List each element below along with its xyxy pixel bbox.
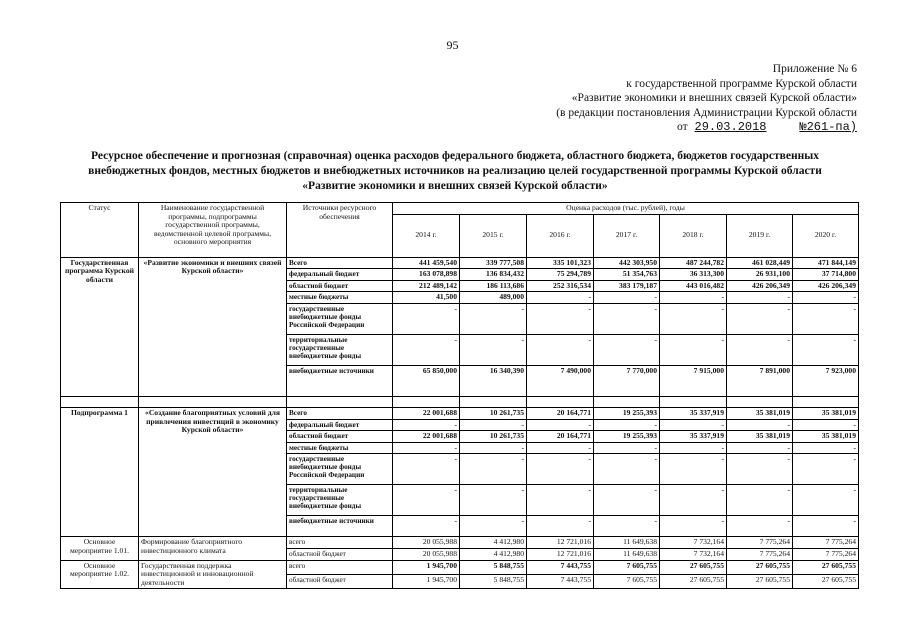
value-cell: 37 714,800 xyxy=(793,269,859,281)
value-cell: 5 848,755 xyxy=(460,560,527,574)
value-cell: 4 412,980 xyxy=(460,548,527,560)
source-cell: областной бюджет xyxy=(287,574,393,588)
value-cell: - xyxy=(527,485,594,516)
value-cell: 383 179,187 xyxy=(594,280,660,292)
value-cell: 27 605,755 xyxy=(660,560,727,574)
value-cell: - xyxy=(594,454,660,485)
source-cell: территориальные государственные внебюджетные фонды xyxy=(287,334,393,365)
status-cell: Основное мероприятие 1.02. xyxy=(61,560,139,589)
value-cell: 339 777,508 xyxy=(460,257,527,269)
appendix-line: Приложение № 6 xyxy=(772,63,857,75)
value-cell: 12 721,016 xyxy=(527,537,594,549)
value-cell: 27 605,755 xyxy=(727,560,793,574)
year-header: 2016 г. xyxy=(527,214,594,257)
value-cell: - xyxy=(527,454,594,485)
value-cell: - xyxy=(594,334,660,365)
value-cell: - xyxy=(460,419,527,431)
table-row xyxy=(61,537,859,549)
value-cell: - xyxy=(727,516,793,537)
value-cell: 1 945,700 xyxy=(393,560,460,574)
source-cell: местные бюджеты xyxy=(287,442,393,454)
value-cell: 7 732,164 xyxy=(660,537,727,549)
value-cell: - xyxy=(660,292,727,304)
value-cell: - xyxy=(594,303,660,334)
value-cell: 426 206,349 xyxy=(793,280,859,292)
year-header: 2018 г. xyxy=(660,214,727,257)
program-name-cell: «Создание благоприятных условий для привлечения инвестиций в экономику Курской области» xyxy=(139,407,287,536)
value-cell: 7 775,264 xyxy=(793,548,859,560)
value-cell: - xyxy=(793,454,859,485)
source-cell: государственные внебюджетные фонды Российской Федерации xyxy=(287,303,393,334)
value-cell: - xyxy=(793,303,859,334)
value-cell: 22 001,688 xyxy=(393,407,460,419)
value-cell: - xyxy=(393,303,460,334)
value-cell: 10 261,735 xyxy=(460,431,527,443)
value-cell: 7 605,755 xyxy=(594,574,660,588)
value-cell: - xyxy=(527,442,594,454)
value-cell: - xyxy=(793,419,859,431)
source-cell: всего xyxy=(287,560,393,574)
value-cell: 12 721,016 xyxy=(527,548,594,560)
year-header: 2019 г. xyxy=(727,214,793,257)
appendix-header xyxy=(556,62,857,135)
value-cell: 20 055,988 xyxy=(393,548,460,560)
value-cell: - xyxy=(594,442,660,454)
value-cell: 35 337,919 xyxy=(660,407,727,419)
header-source: Источники ресурсного обеспечения xyxy=(287,203,393,258)
value-cell: - xyxy=(660,419,727,431)
appendix-number: №261-па) xyxy=(799,120,857,134)
table-row xyxy=(61,257,859,269)
value-cell: - xyxy=(727,303,793,334)
value-cell: 41,500 xyxy=(393,292,460,304)
table-row xyxy=(61,407,859,419)
value-cell: - xyxy=(460,454,527,485)
source-cell: местные бюджеты xyxy=(287,292,393,304)
value-cell: 27 605,755 xyxy=(793,560,859,574)
value-cell: 5 848,755 xyxy=(460,574,527,588)
value-cell: - xyxy=(727,485,793,516)
value-cell: - xyxy=(727,419,793,431)
appendix-line: к государственной программе Курской области xyxy=(626,77,857,90)
program-name-cell: Государственная поддержка инвестиционной и инновационной деятельности xyxy=(139,560,287,589)
year-header: 2015 г. xyxy=(460,214,527,257)
value-cell: 7 891,000 xyxy=(727,365,793,396)
gap-cell xyxy=(139,396,287,407)
value-cell: - xyxy=(727,292,793,304)
value-cell: 212 489,142 xyxy=(393,280,460,292)
value-cell: 442 303,950 xyxy=(594,257,660,269)
source-cell: территориальные государственные внебюджетные фонды xyxy=(287,485,393,516)
value-cell: - xyxy=(460,485,527,516)
value-cell: 35 381,019 xyxy=(793,407,859,419)
gap-cell xyxy=(727,396,793,407)
value-cell: 443 016,482 xyxy=(660,280,727,292)
value-cell: 441 459,540 xyxy=(393,257,460,269)
appendix-date: 29.03.2018 xyxy=(694,120,767,134)
value-cell: - xyxy=(660,334,727,365)
value-cell: - xyxy=(660,516,727,537)
value-cell: 7 775,264 xyxy=(727,548,793,560)
year-header: 2017 г. xyxy=(594,214,660,257)
value-cell: - xyxy=(393,454,460,485)
value-cell: - xyxy=(393,516,460,537)
value-cell: 20 055,988 xyxy=(393,537,460,549)
source-cell: государственные внебюджетные фонды Российской Федерации xyxy=(287,454,393,485)
value-cell: 7 770,000 xyxy=(594,365,660,396)
value-cell: - xyxy=(527,292,594,304)
value-cell: 16 340,390 xyxy=(460,365,527,396)
source-cell: Всего xyxy=(287,407,393,419)
program-name-cell: «Развитие экономики и внешних связей Курской области» xyxy=(139,257,287,396)
value-cell: 252 316,534 xyxy=(527,280,594,292)
value-cell: 35 381,019 xyxy=(793,431,859,443)
value-cell: 27 605,755 xyxy=(660,574,727,588)
source-cell: областной бюджет xyxy=(287,431,393,443)
value-cell: 7 490,000 xyxy=(527,365,594,396)
value-cell: - xyxy=(594,516,660,537)
source-cell: областной бюджет xyxy=(287,280,393,292)
value-cell: 7 775,264 xyxy=(727,537,793,549)
value-cell: 426 206,349 xyxy=(727,280,793,292)
source-cell: федеральный бюджет xyxy=(287,269,393,281)
value-cell: - xyxy=(660,454,727,485)
value-cell: - xyxy=(594,292,660,304)
source-cell: Всего xyxy=(287,257,393,269)
value-cell: 20 164,771 xyxy=(527,431,594,443)
value-cell: - xyxy=(460,334,527,365)
value-cell: 163 078,898 xyxy=(393,269,460,281)
value-cell: - xyxy=(727,442,793,454)
gap-cell xyxy=(61,396,139,407)
value-cell: - xyxy=(527,303,594,334)
value-cell: 20 164,771 xyxy=(527,407,594,419)
source-cell: всего xyxy=(287,537,393,549)
value-cell: - xyxy=(793,516,859,537)
value-cell: 4 412,980 xyxy=(460,537,527,549)
appendix-line: (в редакции постановления Администрации Курской области xyxy=(556,106,857,119)
value-cell: - xyxy=(660,442,727,454)
value-cell: 7 605,755 xyxy=(594,560,660,574)
gap-cell xyxy=(660,396,727,407)
value-cell: 7 923,000 xyxy=(793,365,859,396)
header-name: Наименование государственной программы, подпрограммы государственной программы, ведомственной целевой программы, основного мероприятия xyxy=(139,203,287,258)
appendix-date-line xyxy=(556,120,857,135)
page-number: 95 xyxy=(446,38,459,52)
value-cell: - xyxy=(393,442,460,454)
value-cell: - xyxy=(793,485,859,516)
value-cell: - xyxy=(393,485,460,516)
value-cell: 487 244,782 xyxy=(660,257,727,269)
value-cell: 186 113,686 xyxy=(460,280,527,292)
value-cell: 35 381,019 xyxy=(727,407,793,419)
appendix-line: «Развитие экономики и внешних связей Курской области» xyxy=(571,92,857,104)
value-cell: 471 844,149 xyxy=(793,257,859,269)
value-cell: 75 294,789 xyxy=(527,269,594,281)
year-header: 2020 г. xyxy=(793,214,859,257)
value-cell: 1 945,700 xyxy=(393,574,460,588)
value-cell: 335 101,323 xyxy=(527,257,594,269)
value-cell: 35 381,019 xyxy=(727,431,793,443)
table-row xyxy=(61,560,859,574)
value-cell: 19 255,393 xyxy=(594,431,660,443)
document-title: Ресурсное обеспечение и прогнозная (справочная) оценка расходов федерального бюджета, областного бюджета, бюджетов государственных внебюджетных фондов, местных бюджетов и внебюджетных источников на реализацию целей государственной программы Курской области «Развитие экономики и внешних связей Курской области» xyxy=(88,150,822,192)
value-cell: 7 443,755 xyxy=(527,560,594,574)
value-cell: - xyxy=(460,442,527,454)
source-cell: областной бюджет xyxy=(287,548,393,560)
program-name-cell: Формирование благоприятного инвестиционного климата xyxy=(139,537,287,560)
value-cell: 65 850,000 xyxy=(393,365,460,396)
appendix-prefix: от xyxy=(677,121,688,133)
value-cell: 11 649,638 xyxy=(594,537,660,549)
value-cell: - xyxy=(393,419,460,431)
value-cell: - xyxy=(527,419,594,431)
value-cell: - xyxy=(393,334,460,365)
value-cell: - xyxy=(727,454,793,485)
gap-cell xyxy=(594,396,660,407)
value-cell: 7 915,000 xyxy=(660,365,727,396)
value-cell: - xyxy=(793,442,859,454)
value-cell: - xyxy=(527,334,594,365)
value-cell: - xyxy=(460,303,527,334)
value-cell: 35 337,919 xyxy=(660,431,727,443)
source-cell: внебюджетные источники xyxy=(287,516,393,537)
value-cell: - xyxy=(460,516,527,537)
value-cell: 7 732,164 xyxy=(660,548,727,560)
value-cell: - xyxy=(727,334,793,365)
value-cell: - xyxy=(594,485,660,516)
source-cell: федеральный бюджет xyxy=(287,419,393,431)
value-cell: 489,000 xyxy=(460,292,527,304)
header-status: Статус xyxy=(61,203,139,258)
gap-cell xyxy=(460,396,527,407)
status-cell: Государственная программа Курской области xyxy=(61,257,139,396)
value-cell: 461 028,449 xyxy=(727,257,793,269)
value-cell: 51 354,763 xyxy=(594,269,660,281)
value-cell: 19 255,393 xyxy=(594,407,660,419)
gap-cell xyxy=(393,396,460,407)
value-cell: 26 931,100 xyxy=(727,269,793,281)
value-cell: - xyxy=(527,516,594,537)
block-gap xyxy=(61,396,859,407)
value-cell: - xyxy=(660,485,727,516)
value-cell: 136 834,432 xyxy=(460,269,527,281)
status-cell: Основное мероприятие 1.01. xyxy=(61,537,139,560)
value-cell: 10 261,735 xyxy=(460,407,527,419)
value-cell: 22 001,688 xyxy=(393,431,460,443)
source-cell: внебюджетные источники xyxy=(287,365,393,396)
header-estimate: Оценка расходов (тыс. рублей), годы xyxy=(393,203,859,215)
value-cell: 27 605,755 xyxy=(793,574,859,588)
value-cell: 27 605,755 xyxy=(727,574,793,588)
value-cell: - xyxy=(793,334,859,365)
status-cell: Подпрограмма 1 xyxy=(61,407,139,536)
value-cell: 7 775,264 xyxy=(793,537,859,549)
value-cell: 36 313,300 xyxy=(660,269,727,281)
value-cell: 11 649,638 xyxy=(594,548,660,560)
value-cell: - xyxy=(660,303,727,334)
value-cell: - xyxy=(793,292,859,304)
gap-cell xyxy=(527,396,594,407)
gap-cell xyxy=(287,396,393,407)
gap-cell xyxy=(793,396,859,407)
value-cell: - xyxy=(594,419,660,431)
resource-table xyxy=(60,202,859,589)
year-header: 2014 г. xyxy=(393,214,460,257)
value-cell: 7 443,755 xyxy=(527,574,594,588)
